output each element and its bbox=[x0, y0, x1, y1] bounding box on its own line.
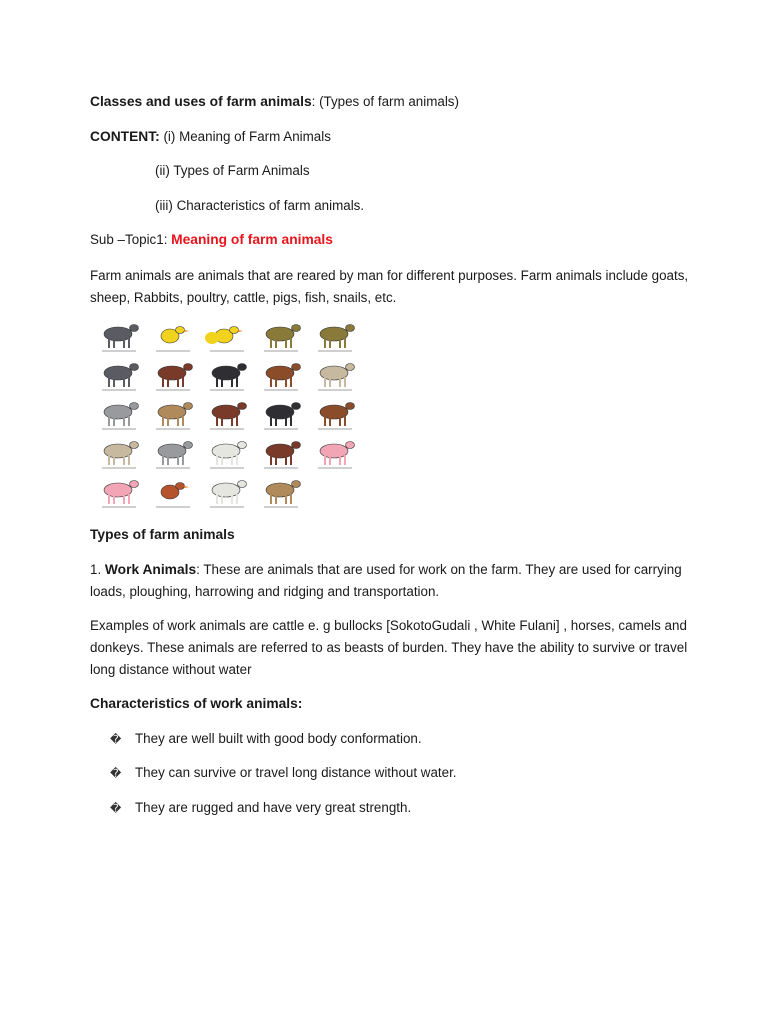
figure-caption-mark bbox=[264, 506, 298, 508]
figure-caption-mark bbox=[156, 428, 190, 430]
figure-caption-mark bbox=[102, 467, 136, 469]
content-line bbox=[90, 126, 331, 148]
bullet-icon: � bbox=[110, 734, 122, 746]
figure-caption-mark bbox=[210, 389, 244, 391]
figure-caption-mark bbox=[102, 389, 136, 391]
figure-caption-mark bbox=[102, 428, 136, 430]
horse-icon bbox=[92, 396, 146, 435]
list-item-text: They are rugged and have very great strength. bbox=[135, 800, 412, 815]
figure-caption-mark bbox=[318, 428, 352, 430]
chicks-icon bbox=[200, 318, 254, 357]
figure-caption-mark bbox=[210, 350, 244, 352]
figure-caption-mark bbox=[156, 467, 190, 469]
rooster-icon bbox=[146, 474, 200, 513]
figure-caption-mark bbox=[210, 428, 244, 430]
title-bold: Classes and uses of farm animals bbox=[90, 94, 312, 109]
list-item-text: They can survive or travel long distance without water. bbox=[135, 765, 457, 780]
horse-icon bbox=[92, 435, 146, 474]
list-item bbox=[110, 728, 422, 751]
bullet-icon: � bbox=[110, 803, 122, 815]
goat-icon bbox=[254, 357, 308, 396]
figure-caption-mark bbox=[102, 350, 136, 352]
figure-caption-mark bbox=[318, 389, 352, 391]
types-heading: Types of farm animals bbox=[90, 527, 235, 542]
figure-caption-mark bbox=[318, 467, 352, 469]
goat-icon bbox=[200, 357, 254, 396]
figure-caption-mark bbox=[318, 350, 352, 352]
horse-icon bbox=[308, 396, 362, 435]
sheep-icon bbox=[200, 435, 254, 474]
content-label: CONTENT: bbox=[90, 129, 160, 144]
work-animals-examples: Examples of work animals are cattle e. g bullocks [SokotoGudali , White Fulani] , horses, camels and donkeys. These animals are referred to as beasts of burden. They have the ability to survive or travel long distance without water bbox=[90, 618, 688, 677]
content-item-1: (i) Meaning of Farm Animals bbox=[159, 129, 331, 144]
list-item bbox=[110, 797, 411, 820]
horse-icon bbox=[200, 396, 254, 435]
horse-icon bbox=[146, 435, 200, 474]
bullet-icon: � bbox=[110, 768, 122, 780]
cow-icon bbox=[254, 318, 308, 357]
goat-icon bbox=[254, 435, 308, 474]
sheep-icon bbox=[200, 474, 254, 513]
figure-caption-mark bbox=[264, 428, 298, 430]
subtopic-prefix: Sub –Topic1: bbox=[90, 232, 172, 247]
intro-paragraph: Farm animals are animals that are reared by man for different purposes. Farm animals include goats, sheep, Rabbits, poultry, cattle, pigs, fish, snails, etc. bbox=[90, 268, 689, 305]
list-item bbox=[110, 762, 457, 785]
figure-caption-mark bbox=[210, 506, 244, 508]
horse-icon bbox=[308, 357, 362, 396]
figure-caption-mark bbox=[264, 467, 298, 469]
subtopic-title: Meaning of farm animals bbox=[171, 232, 333, 247]
donkey-icon bbox=[92, 357, 146, 396]
goat-icon bbox=[254, 474, 308, 513]
chick-icon bbox=[146, 318, 200, 357]
characteristics-heading: Characteristics of work animals: bbox=[90, 696, 303, 711]
figure-caption-mark bbox=[210, 467, 244, 469]
work-animals-text: : These are animals that are used for work on the farm. They are used for carrying loads, ploughing, harrowing and ridging and transportation. bbox=[90, 562, 682, 599]
list-item-text: They are well built with good body conformation. bbox=[135, 731, 422, 746]
donkey-icon bbox=[92, 318, 146, 357]
work-animals-paragraph bbox=[90, 559, 690, 603]
figure-caption-mark bbox=[264, 350, 298, 352]
content-item-3: (iii) Characteristics of farm animals. bbox=[155, 198, 365, 213]
horse-icon bbox=[254, 396, 308, 435]
figure-caption-mark bbox=[156, 506, 190, 508]
content-item-2: (ii) Types of Farm Animals bbox=[155, 163, 310, 178]
figure-caption-mark bbox=[156, 350, 190, 352]
farm-animals-illustration bbox=[92, 318, 362, 514]
work-animals-label: Work Animals bbox=[104, 562, 197, 577]
work-animals-number: 1. bbox=[90, 562, 105, 577]
document-title bbox=[90, 91, 459, 113]
pig-icon bbox=[92, 474, 146, 513]
cow-icon bbox=[308, 318, 362, 357]
pig-icon bbox=[308, 435, 362, 474]
horse-icon bbox=[146, 357, 200, 396]
title-rest: : (Types of farm animals) bbox=[311, 94, 459, 109]
figure-caption-mark bbox=[102, 506, 136, 508]
horse-icon bbox=[146, 396, 200, 435]
figure-caption-mark bbox=[264, 389, 298, 391]
subtopic-line bbox=[90, 229, 333, 251]
figure-caption-mark bbox=[156, 389, 190, 391]
